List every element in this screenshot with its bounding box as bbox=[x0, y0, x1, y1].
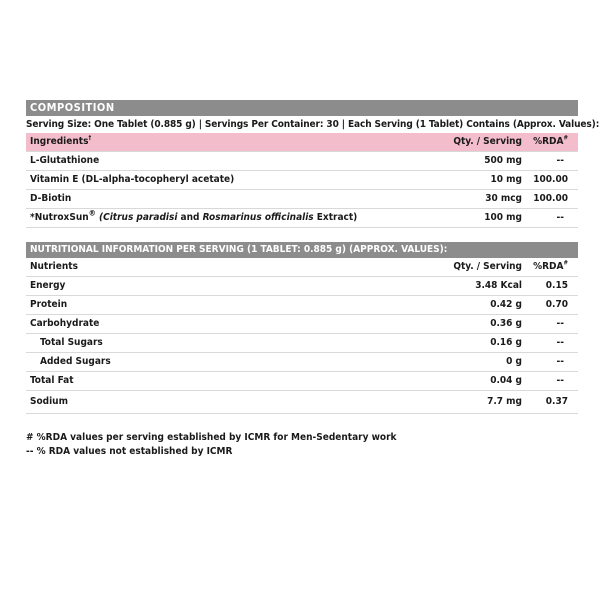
ingredient-qty: 10 mg bbox=[490, 174, 522, 185]
ingredient-name: Vitamin E (DL-alpha-tocopheryl acetate) bbox=[30, 174, 235, 185]
name-joiner: and bbox=[177, 212, 203, 223]
extract-suffix: Extract) bbox=[313, 212, 358, 223]
nutrient-rda: 0.37 bbox=[545, 396, 568, 407]
ingredient-rda: -- bbox=[556, 155, 564, 166]
ingredient-name bbox=[30, 209, 357, 227]
table-row bbox=[26, 190, 578, 209]
composition-header: COMPOSITION bbox=[26, 100, 578, 116]
ingredient-qty: 30 mcg bbox=[485, 193, 522, 204]
nutrient-rda: -- bbox=[556, 337, 564, 348]
nutrient-qty: 7.7 mg bbox=[487, 396, 522, 407]
nutrient-qty: 3.48 Kcal bbox=[475, 280, 522, 291]
serving-info: Serving Size: One Tablet (0.885 g) | Servings Per Container: 30 | Each Serving (1 Tablet) Contains (Approx. Values): bbox=[26, 119, 600, 130]
ingredient-rda: 100.00 bbox=[533, 174, 568, 185]
nutrient-rda: 0.15 bbox=[545, 280, 568, 291]
ingredient-name: D-Biotin bbox=[30, 193, 72, 204]
botanical-name-2: Rosmarinus officinalis bbox=[202, 212, 314, 223]
rda-column-header bbox=[533, 133, 568, 151]
table-row bbox=[26, 209, 578, 228]
nutrient-rda: -- bbox=[556, 375, 564, 386]
nutrient-qty: 0 g bbox=[506, 356, 522, 367]
table-row bbox=[26, 277, 578, 296]
footnotes bbox=[26, 431, 397, 459]
nutrient-qty: 0.16 g bbox=[490, 337, 522, 348]
nutroxsun-label: *NutroxSun bbox=[30, 212, 89, 223]
nutrients-column-header: Nutrients bbox=[30, 261, 78, 272]
nutrient-rda: -- bbox=[556, 356, 564, 367]
ingredients-column-header bbox=[30, 133, 91, 151]
ingredient-rda: -- bbox=[556, 212, 564, 223]
ingredient-name: L-Glutathione bbox=[30, 155, 100, 166]
rda-column-header bbox=[533, 258, 568, 276]
table-row bbox=[26, 391, 578, 414]
nutrient-name: Energy bbox=[30, 280, 66, 291]
hash-mark: # bbox=[563, 134, 568, 142]
table-row bbox=[26, 152, 578, 171]
nutrient-qty: 0.42 g bbox=[490, 299, 522, 310]
nutrient-qty: 0.04 g bbox=[490, 375, 522, 386]
nutrient-qty: 0.36 g bbox=[490, 318, 522, 329]
table-row bbox=[26, 334, 578, 353]
composition-panel bbox=[26, 100, 600, 414]
footnote-not-established: -- % RDA values not established by ICMR bbox=[26, 446, 233, 457]
table-row bbox=[26, 315, 578, 334]
nutrient-rda: -- bbox=[556, 318, 564, 329]
ingredient-qty: 500 mg bbox=[484, 155, 522, 166]
nutrient-rda: 0.70 bbox=[545, 299, 568, 310]
nutrient-name: Total Sugars bbox=[40, 337, 103, 348]
ingredient-rda: 100.00 bbox=[533, 193, 568, 204]
nutrients-header-row bbox=[26, 258, 578, 277]
ingredients-label: Ingredients bbox=[30, 136, 89, 147]
qty-column-header: Qty. / Serving bbox=[453, 261, 522, 272]
nutrient-name: Total Fat bbox=[30, 375, 74, 386]
nutrient-name: Protein bbox=[30, 299, 68, 310]
rda-label: %RDA bbox=[533, 136, 564, 147]
nutrient-name: Added Sugars bbox=[40, 356, 111, 367]
registered-mark: ® bbox=[88, 208, 96, 218]
rda-label: %RDA bbox=[533, 261, 564, 272]
nutrient-name: Carbohydrate bbox=[30, 318, 100, 329]
nutrient-name: Sodium bbox=[30, 396, 68, 407]
qty-column-header: Qty. / Serving bbox=[453, 136, 522, 147]
hash-mark: # bbox=[563, 259, 568, 267]
ingredient-qty: 100 mg bbox=[484, 212, 522, 223]
table-row bbox=[26, 353, 578, 372]
dagger-mark: † bbox=[88, 134, 92, 142]
ingredients-header-row bbox=[26, 133, 578, 152]
nutrition-header: NUTRITIONAL INFORMATION PER SERVING (1 TABLET: 0.885 g) (APPROX. VALUES): bbox=[26, 242, 578, 258]
table-row bbox=[26, 296, 578, 315]
footnote-rda-basis: # %RDA values per serving established by ICMR for Men-Sedentary work bbox=[26, 432, 397, 443]
botanical-name-1: (Citrus paradisi bbox=[99, 212, 178, 223]
table-row bbox=[26, 171, 578, 190]
table-row bbox=[26, 372, 578, 391]
